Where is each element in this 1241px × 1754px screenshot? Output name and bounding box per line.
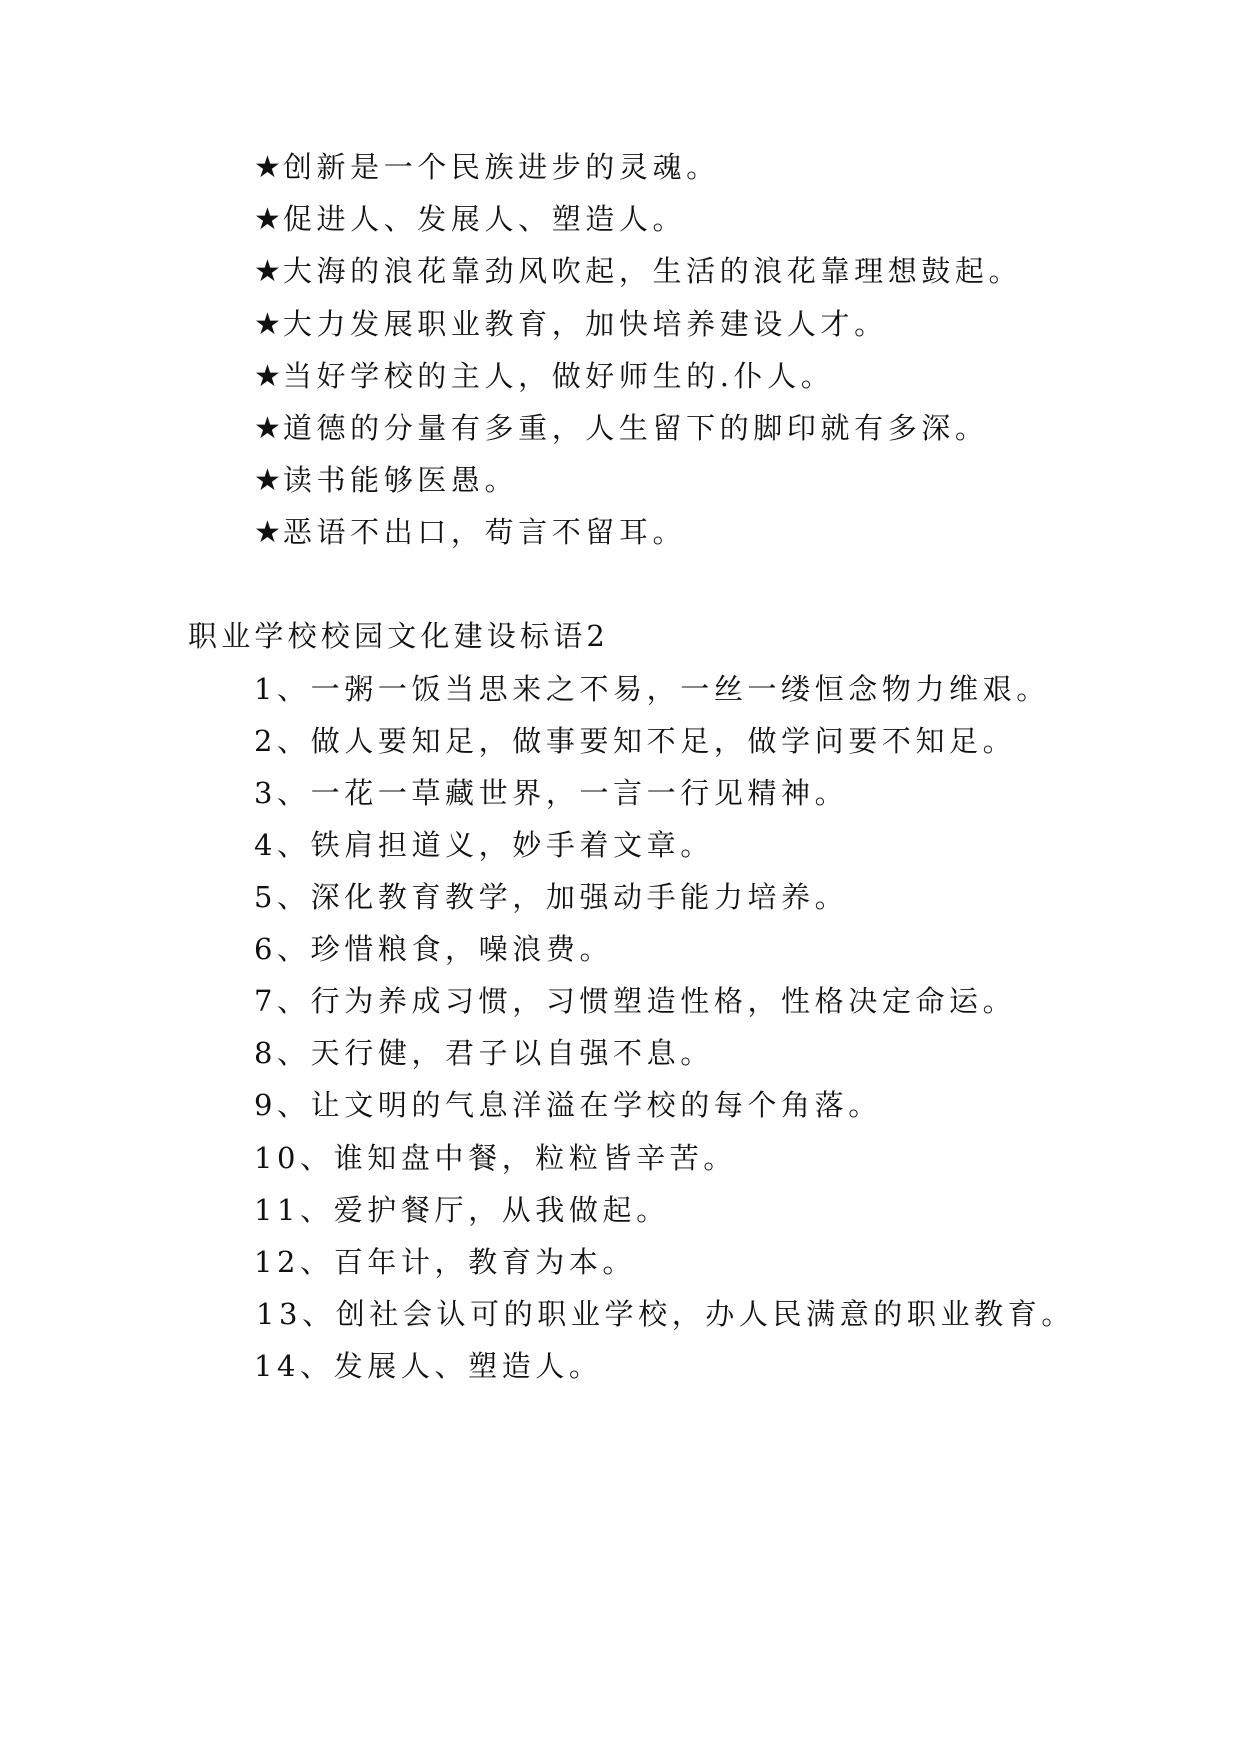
star-icon: ★ — [254, 515, 281, 550]
numbered-slogan: 11、爱护餐厅，从我做起。 — [254, 1193, 670, 1227]
numbered-slogan: 1、一粥一饭当思来之不易，一丝一缕恒念物力维艰。 — [254, 672, 1050, 706]
star-slogan-text: 恶语不出口，苟言不留耳。 — [282, 515, 687, 549]
star-slogan — [254, 147, 720, 188]
star-slogan — [254, 512, 686, 553]
star-icon: ★ — [254, 463, 281, 498]
numbered-slogan: 10、谁知盘中餐，粒粒皆辛苦。 — [254, 1141, 737, 1175]
star-slogan-text: 当好学校的主人，做好师生的.仆人。 — [282, 359, 835, 393]
star-icon: ★ — [254, 254, 281, 289]
star-slogan — [254, 251, 1022, 292]
star-slogan-text: 创新是一个民族进步的灵魂。 — [282, 150, 720, 184]
star-icon: ★ — [254, 150, 281, 185]
star-slogan — [254, 304, 888, 345]
star-slogan-text: 大力发展职业教育，加快培养建设人才。 — [282, 307, 888, 341]
numbered-slogan: 8、天行健，君子以自强不息。 — [254, 1036, 714, 1070]
numbered-slogan: 2、做人要知足，做事要知不足，做学问要不知足。 — [254, 724, 1017, 758]
numbered-slogan: 12、百年计，教育为本。 — [254, 1245, 637, 1279]
numbered-slogan: 5、深化教育教学，加强动手能力培养。 — [254, 880, 849, 914]
star-icon: ★ — [254, 359, 281, 394]
star-slogan-text: 促进人、发展人、塑造人。 — [282, 202, 687, 236]
numbered-slogan: 3、一花一草藏世界，一言一行见精神。 — [254, 776, 849, 810]
star-slogan-text: 读书能够医愚。 — [282, 463, 519, 497]
numbered-slogan: 7、行为养成习惯，习惯塑造性格，性格决定命运。 — [254, 984, 1017, 1018]
numbered-slogan: 6、珍惜粮食，噪浪费。 — [254, 932, 614, 966]
star-icon: ★ — [254, 411, 281, 446]
star-slogan-text: 道德的分量有多重，人生留下的脚印就有多深。 — [282, 411, 989, 445]
numbered-slogan: 9、让文明的气息洋溢在学校的每个角落。 — [254, 1088, 882, 1122]
star-icon: ★ — [254, 202, 281, 237]
star-slogan — [254, 356, 834, 397]
star-slogan — [254, 199, 686, 240]
star-slogan — [254, 460, 518, 501]
star-slogan-text: 大海的浪花靠劲风吹起，生活的浪花靠理想鼓起。 — [282, 254, 1023, 288]
numbered-slogan: 14、发展人、塑造人。 — [254, 1349, 603, 1383]
star-icon: ★ — [254, 307, 281, 342]
section-title: 职业学校校园文化建设标语2 — [188, 619, 610, 653]
numbered-slogan: 4、铁肩担道义，妙手着文章。 — [254, 828, 714, 862]
star-slogan — [254, 408, 989, 449]
numbered-slogan: 13、创社会认可的职业学校，办人民满意的职业教育。 — [256, 1297, 1075, 1331]
